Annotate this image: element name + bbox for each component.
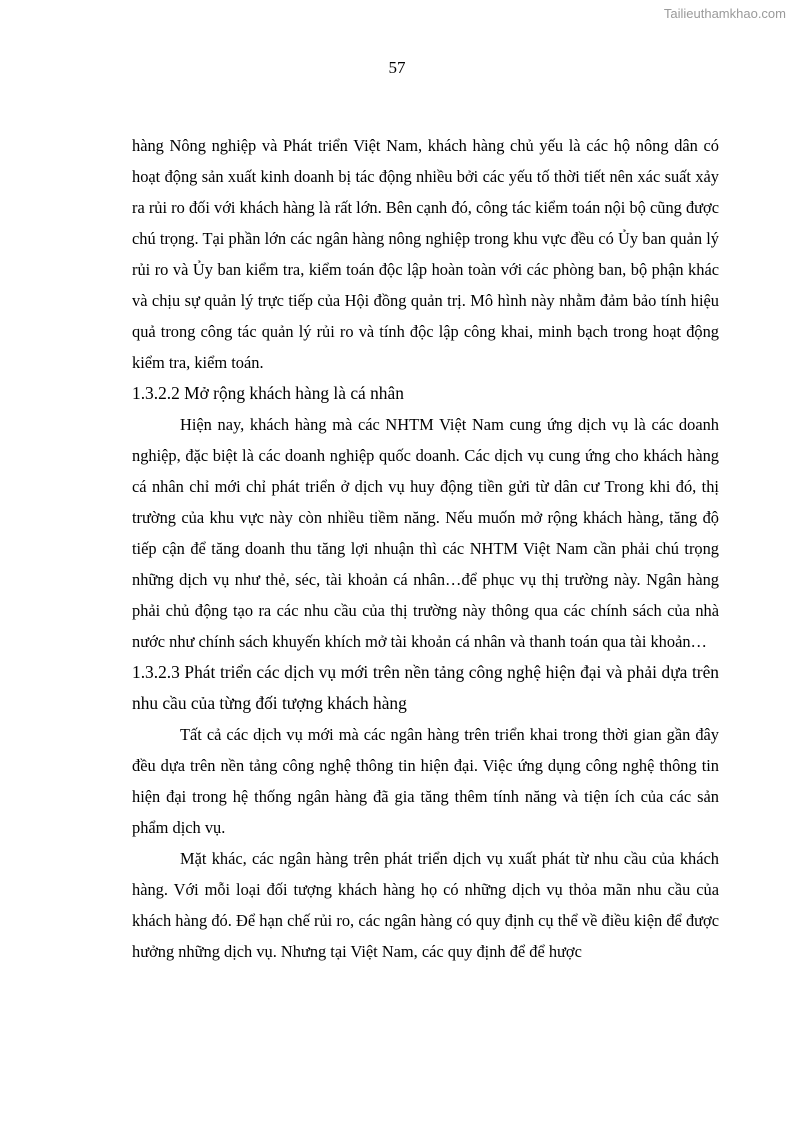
document-body xyxy=(132,130,719,967)
body-paragraph: hàng Nông nghiệp và Phát triển Việt Nam, khách hàng chủ yếu là các hộ nông dân có hoạt động sản xuất kinh doanh bị tác động nhiều bởi các yếu tố thời tiết nên xác suất xảy ra rủi ro đối với khách hàng là rất lớn. Bên cạnh đó, công tác kiểm toán nội bộ cũng được chú trọng. Tại phần lớn các ngân hàng nông nghiệp trong khu vực đều có Ủy ban quản lý rủi ro và Ủy ban kiểm tra, kiểm toán độc lập hoàn toàn với các phòng ban, bộ phận khác và chịu sự quản lý trực tiếp của Hội đồng quản trị. Mô hình này nhằm đảm bảo tính hiệu quả trong công tác quản lý rủi ro và tính độc lập công khai, minh bạch trong hoạt động kiểm tra, kiểm toán. xyxy=(132,136,719,372)
body-paragraph: Hiện nay, khách hàng mà các NHTM Việt Nam cung ứng dịch vụ là các doanh nghiệp, đặc biệt là các doanh nghiệp quốc doanh. Các dịch vụ cung ứng cho khách hàng cá nhân chỉ mới chỉ phát triển ở dịch vụ huy động tiền gửi từ dân cư Trong khi đó, thị trường của khu vực này còn nhiều tiềm năng. Nếu muốn mở rộng khách hàng, tăng độ tiếp cận để tăng doanh thu tăng lợi nhuận thì các NHTM Việt Nam cần phải chú trọng những dịch vụ như thẻ, séc, tài khoản cá nhân…để phục vụ thị trường này. Ngân hàng phải chủ động tạo ra các nhu cầu của thị trường này thông qua các chính sách của nhà nước như chính sách khuyến khích mở tài khoản cá nhân và thanh toán qua tài khoản… xyxy=(132,415,719,651)
body-paragraph: Mặt khác, các ngân hàng trên phát triển dịch vụ xuất phát từ nhu cầu của khách hàng. Với mỗi loại đối tượng khách hàng họ có những dịch vụ thỏa mãn nhu cầu của khách hàng đó. Để hạn chế rủi ro, các ngân hàng có quy định cụ thể về điều kiện để được hưởng những dịch vụ. Nhưng tại Việt Nam, các quy định để để hược xyxy=(132,849,719,961)
section-heading: 1.3.2.2 Mở rộng khách hàng là cá nhân xyxy=(132,383,404,403)
watermark: Tailieuthamkhao.com xyxy=(663,6,786,21)
page-number: 57 xyxy=(388,58,406,77)
body-paragraph: Tất cả các dịch vụ mới mà các ngân hàng trên triển khai trong thời gian gần đây đều dựa trên nền tảng công nghệ thông tin hiện đại. Việc ứng dụng công nghệ thông tin hiện đại trong hệ thống ngân hàng đã gia tăng thêm tính năng và tiện ích của các sản phẩm dịch vụ. xyxy=(132,725,719,837)
section-heading: 1.3.2.3 Phát triển các dịch vụ mới trên nền tảng công nghệ hiện đại và phải dựa trên nhu cầu của từng đối tượng khách hàng xyxy=(132,662,719,713)
